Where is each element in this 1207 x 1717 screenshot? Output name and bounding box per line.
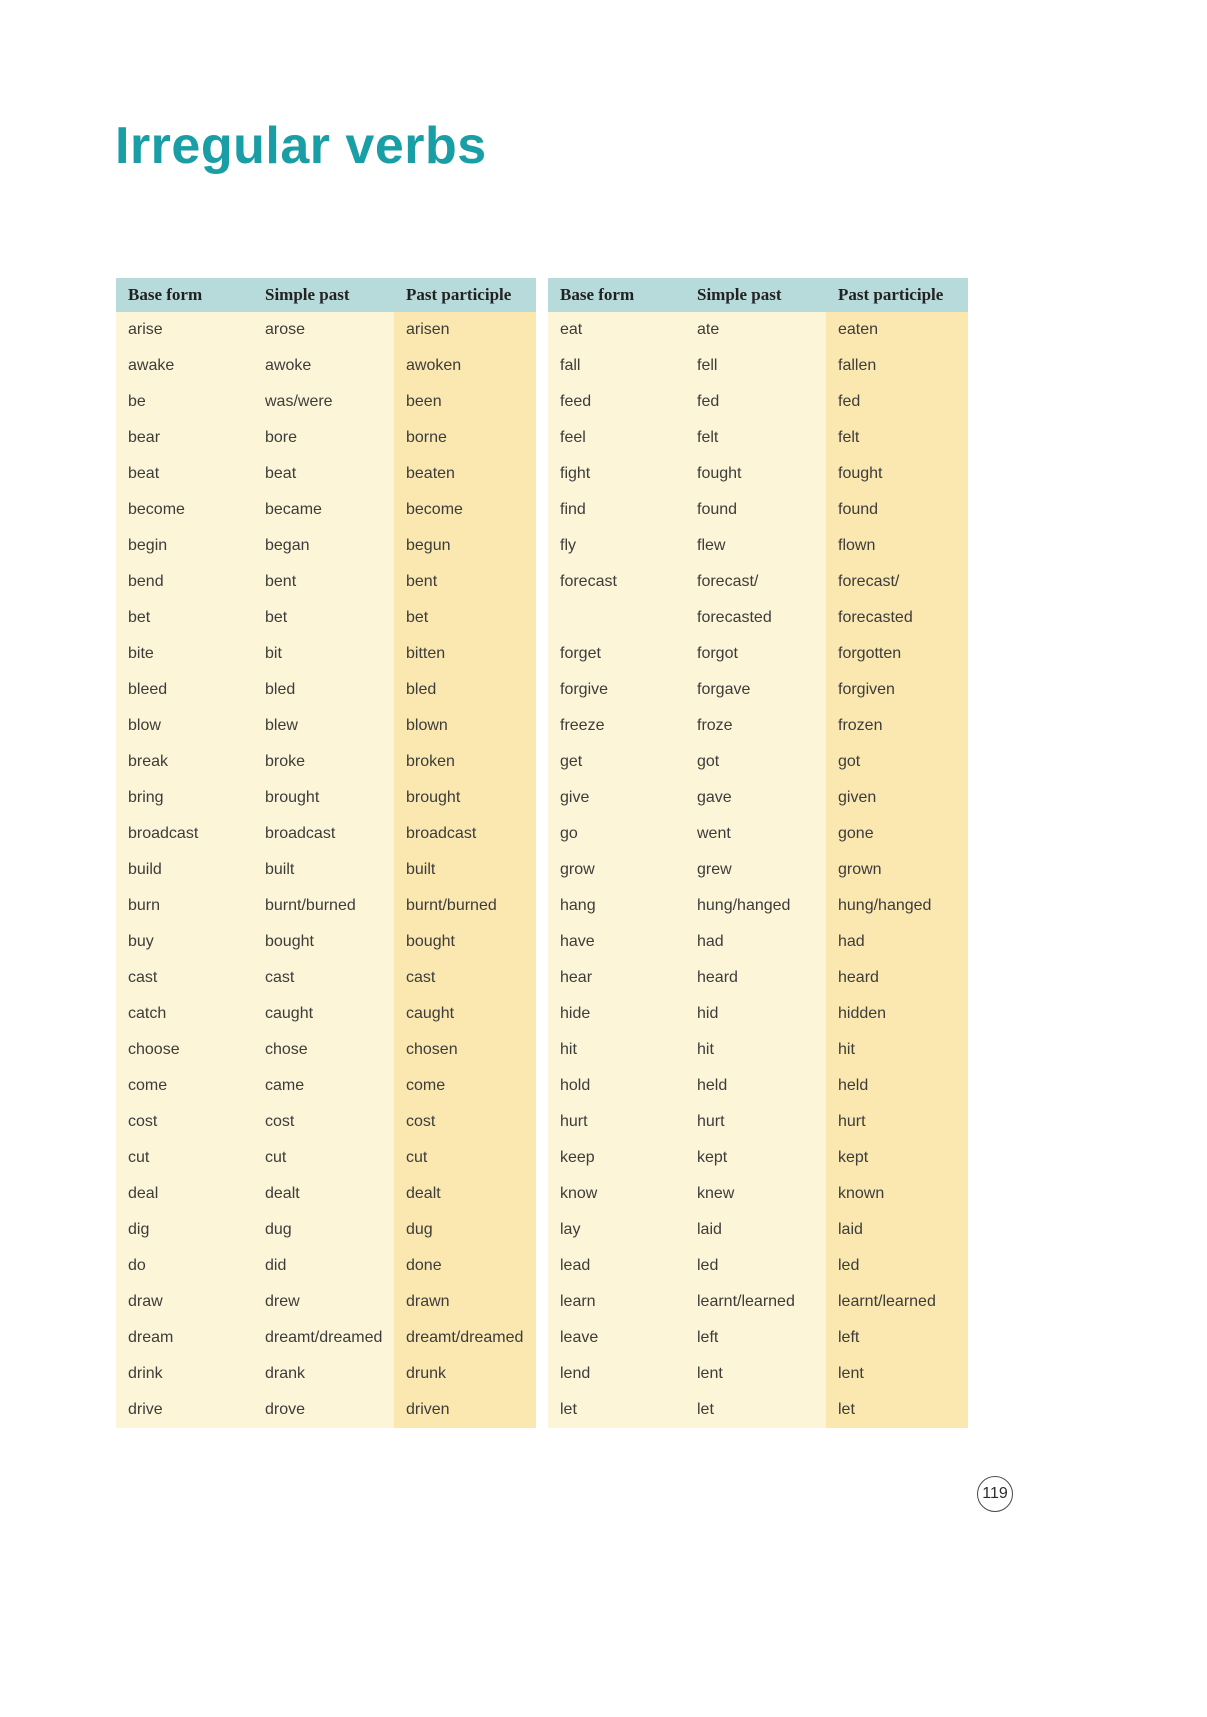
base-form-cell: bite <box>116 636 253 672</box>
base-form-cell: forget <box>548 636 685 672</box>
simple-past-cell: hurt <box>685 1104 826 1140</box>
base-form-cell: feel <box>548 420 685 456</box>
simple-past-cell: bled <box>253 672 394 708</box>
table-row <box>116 996 536 1032</box>
simple-past-cell: kept <box>685 1140 826 1176</box>
base-form-cell: catch <box>116 996 253 1032</box>
table-row <box>548 1356 968 1392</box>
simple-past-cell: fell <box>685 348 826 384</box>
simple-past-cell: lent <box>685 1356 826 1392</box>
past-participle-cell: gone <box>826 816 968 852</box>
base-form-cell: have <box>548 924 685 960</box>
past-participle-cell: hurt <box>826 1104 968 1140</box>
table-row <box>116 888 536 924</box>
base-form-cell: drive <box>116 1392 253 1428</box>
base-form-cell: hear <box>548 960 685 996</box>
simple-past-cell: chose <box>253 1032 394 1068</box>
base-form-cell: begin <box>116 528 253 564</box>
base-form-cell: hang <box>548 888 685 924</box>
base-form-cell: cast <box>116 960 253 996</box>
table-row <box>548 564 968 600</box>
table-header-row <box>116 278 536 312</box>
base-form-cell: lay <box>548 1212 685 1248</box>
past-participle-cell: felt <box>826 420 968 456</box>
base-form-cell: fall <box>548 348 685 384</box>
past-participle-cell: been <box>394 384 536 420</box>
past-participle-cell: come <box>394 1068 536 1104</box>
table-row <box>116 420 536 456</box>
past-participle-cell: brought <box>394 780 536 816</box>
base-form-cell: hide <box>548 996 685 1032</box>
past-participle-cell: got <box>826 744 968 780</box>
simple-past-cell: hung/hanged <box>685 888 826 924</box>
base-form-cell: freeze <box>548 708 685 744</box>
base-form-cell: get <box>548 744 685 780</box>
past-participle-cell: cast <box>394 960 536 996</box>
table-row <box>548 528 968 564</box>
past-participle-cell: beaten <box>394 456 536 492</box>
simple-past-cell: came <box>253 1068 394 1104</box>
column-header: Simple past <box>685 278 826 312</box>
past-participle-cell: forgiven <box>826 672 968 708</box>
base-form-cell: deal <box>116 1176 253 1212</box>
past-participle-cell: had <box>826 924 968 960</box>
simple-past-cell: forecasted <box>685 600 826 636</box>
simple-past-cell: drove <box>253 1392 394 1428</box>
past-participle-cell: fought <box>826 456 968 492</box>
past-participle-cell: bled <box>394 672 536 708</box>
base-form-cell: be <box>116 384 253 420</box>
past-participle-cell: burnt/burned <box>394 888 536 924</box>
base-form-cell: grow <box>548 852 685 888</box>
table-row <box>548 492 968 528</box>
simple-past-cell: cut <box>253 1140 394 1176</box>
simple-past-cell: cost <box>253 1104 394 1140</box>
simple-past-cell: hit <box>685 1032 826 1068</box>
simple-past-cell: bet <box>253 600 394 636</box>
table-row <box>548 1284 968 1320</box>
simple-past-cell: broadcast <box>253 816 394 852</box>
simple-past-cell: bore <box>253 420 394 456</box>
base-form-cell: awake <box>116 348 253 384</box>
base-form-cell: come <box>116 1068 253 1104</box>
column-header: Simple past <box>253 278 394 312</box>
past-participle-cell: learnt/learned <box>826 1284 968 1320</box>
past-participle-cell: arisen <box>394 312 536 348</box>
table-row <box>116 564 536 600</box>
simple-past-cell: dreamt/dreamed <box>253 1320 394 1356</box>
base-form-cell <box>548 600 685 636</box>
base-form-cell: know <box>548 1176 685 1212</box>
base-form-cell: beat <box>116 456 253 492</box>
base-form-cell: blow <box>116 708 253 744</box>
base-form-cell: choose <box>116 1032 253 1068</box>
table-row <box>116 348 536 384</box>
irregular-verbs-table-right <box>548 278 968 1428</box>
simple-past-cell: got <box>685 744 826 780</box>
simple-past-cell: did <box>253 1248 394 1284</box>
past-participle-cell: bitten <box>394 636 536 672</box>
simple-past-cell: arose <box>253 312 394 348</box>
table-row <box>116 1320 536 1356</box>
base-form-cell: become <box>116 492 253 528</box>
table-row <box>548 636 968 672</box>
table-row <box>116 528 536 564</box>
base-form-cell: burn <box>116 888 253 924</box>
simple-past-cell: bit <box>253 636 394 672</box>
base-form-cell: draw <box>116 1284 253 1320</box>
simple-past-cell: felt <box>685 420 826 456</box>
past-participle-cell: broken <box>394 744 536 780</box>
table-row <box>548 1392 968 1428</box>
table-row <box>116 744 536 780</box>
base-form-cell: drink <box>116 1356 253 1392</box>
table-row <box>548 816 968 852</box>
base-form-cell: learn <box>548 1284 685 1320</box>
base-form-cell: do <box>116 1248 253 1284</box>
past-participle-cell: let <box>826 1392 968 1428</box>
simple-past-cell: knew <box>685 1176 826 1212</box>
past-participle-cell: given <box>826 780 968 816</box>
simple-past-cell: drank <box>253 1356 394 1392</box>
base-form-cell: go <box>548 816 685 852</box>
column-header: Base form <box>116 278 253 312</box>
simple-past-cell: ate <box>685 312 826 348</box>
table-row <box>116 1356 536 1392</box>
base-form-cell: cost <box>116 1104 253 1140</box>
table-row <box>116 1212 536 1248</box>
table-row <box>548 312 968 348</box>
simple-past-cell: awoke <box>253 348 394 384</box>
past-participle-cell: cost <box>394 1104 536 1140</box>
simple-past-cell: hid <box>685 996 826 1032</box>
past-participle-cell: left <box>826 1320 968 1356</box>
table-row <box>548 924 968 960</box>
simple-past-cell: fought <box>685 456 826 492</box>
table-row <box>116 960 536 996</box>
table-row <box>548 780 968 816</box>
table-row <box>116 672 536 708</box>
base-form-cell: give <box>548 780 685 816</box>
simple-past-cell: forgave <box>685 672 826 708</box>
simple-past-cell: caught <box>253 996 394 1032</box>
simple-past-cell: brought <box>253 780 394 816</box>
table-row <box>116 924 536 960</box>
simple-past-cell: built <box>253 852 394 888</box>
past-participle-cell: drawn <box>394 1284 536 1320</box>
table-row <box>548 1032 968 1068</box>
table-row <box>548 996 968 1032</box>
base-form-cell: forgive <box>548 672 685 708</box>
table-row <box>116 492 536 528</box>
past-participle-cell: flown <box>826 528 968 564</box>
base-form-cell: build <box>116 852 253 888</box>
table-row <box>548 1212 968 1248</box>
table-row <box>548 852 968 888</box>
page-number: 119 <box>982 1485 1008 1502</box>
base-form-cell: bleed <box>116 672 253 708</box>
base-form-cell: arise <box>116 312 253 348</box>
simple-past-cell: bought <box>253 924 394 960</box>
table-row <box>116 636 536 672</box>
table-row <box>116 600 536 636</box>
table-row <box>116 1068 536 1104</box>
table-row <box>116 1176 536 1212</box>
simple-past-cell: burnt/burned <box>253 888 394 924</box>
table-row <box>548 384 968 420</box>
table-row <box>548 744 968 780</box>
simple-past-cell: found <box>685 492 826 528</box>
simple-past-cell: beat <box>253 456 394 492</box>
base-form-cell: hit <box>548 1032 685 1068</box>
simple-past-cell: had <box>685 924 826 960</box>
base-form-cell: hold <box>548 1068 685 1104</box>
past-participle-cell: known <box>826 1176 968 1212</box>
simple-past-cell: cast <box>253 960 394 996</box>
table-row <box>116 312 536 348</box>
past-participle-cell: forecast/ <box>826 564 968 600</box>
past-participle-cell: heard <box>826 960 968 996</box>
base-form-cell: forecast <box>548 564 685 600</box>
past-participle-cell: built <box>394 852 536 888</box>
past-participle-cell: awoken <box>394 348 536 384</box>
base-form-cell: feed <box>548 384 685 420</box>
table-row <box>116 384 536 420</box>
simple-past-cell: fed <box>685 384 826 420</box>
simple-past-cell: learnt/learned <box>685 1284 826 1320</box>
past-participle-cell: kept <box>826 1140 968 1176</box>
simple-past-cell: began <box>253 528 394 564</box>
table-row <box>116 1032 536 1068</box>
simple-past-cell: forgot <box>685 636 826 672</box>
table-row <box>116 816 536 852</box>
past-participle-cell: led <box>826 1248 968 1284</box>
simple-past-cell: forecast/ <box>685 564 826 600</box>
past-participle-cell: forgotten <box>826 636 968 672</box>
past-participle-cell: eaten <box>826 312 968 348</box>
simple-past-cell: was/were <box>253 384 394 420</box>
past-participle-cell: hit <box>826 1032 968 1068</box>
page-title: Irregular verbs <box>115 117 487 175</box>
simple-past-cell: broke <box>253 744 394 780</box>
past-participle-cell: found <box>826 492 968 528</box>
past-participle-cell: grown <box>826 852 968 888</box>
past-participle-cell: begun <box>394 528 536 564</box>
table-row <box>548 1176 968 1212</box>
table-row <box>116 1104 536 1140</box>
irregular-verbs-table-left <box>116 278 536 1428</box>
base-form-cell: dig <box>116 1212 253 1248</box>
base-form-cell: broadcast <box>116 816 253 852</box>
simple-past-cell: gave <box>685 780 826 816</box>
table-header-row <box>548 278 968 312</box>
simple-past-cell: held <box>685 1068 826 1104</box>
simple-past-cell: heard <box>685 960 826 996</box>
table-row <box>548 1068 968 1104</box>
past-participle-cell: fallen <box>826 348 968 384</box>
past-participle-cell: become <box>394 492 536 528</box>
table-row <box>548 1248 968 1284</box>
table-row <box>548 1140 968 1176</box>
table-row <box>116 456 536 492</box>
table-row <box>116 708 536 744</box>
table-row <box>548 600 968 636</box>
table-row <box>116 1248 536 1284</box>
simple-past-cell: dug <box>253 1212 394 1248</box>
table-row <box>548 708 968 744</box>
past-participle-cell: drunk <box>394 1356 536 1392</box>
base-form-cell: fly <box>548 528 685 564</box>
base-form-cell: fight <box>548 456 685 492</box>
base-form-cell: bend <box>116 564 253 600</box>
simple-past-cell: flew <box>685 528 826 564</box>
past-participle-cell: bought <box>394 924 536 960</box>
table-row <box>548 1104 968 1140</box>
simple-past-cell: grew <box>685 852 826 888</box>
table-row <box>548 1320 968 1356</box>
past-participle-cell: borne <box>394 420 536 456</box>
table-row <box>116 852 536 888</box>
base-form-cell: dream <box>116 1320 253 1356</box>
base-form-cell: bring <box>116 780 253 816</box>
past-participle-cell: dug <box>394 1212 536 1248</box>
base-form-cell: break <box>116 744 253 780</box>
past-participle-cell: done <box>394 1248 536 1284</box>
past-participle-cell: bet <box>394 600 536 636</box>
table-row <box>548 420 968 456</box>
simple-past-cell: froze <box>685 708 826 744</box>
simple-past-cell: bent <box>253 564 394 600</box>
base-form-cell: keep <box>548 1140 685 1176</box>
table-row <box>116 780 536 816</box>
past-participle-cell: cut <box>394 1140 536 1176</box>
column-header: Past participle <box>826 278 968 312</box>
page-number-badge <box>977 1476 1013 1512</box>
table-row <box>548 456 968 492</box>
column-header: Past participle <box>394 278 536 312</box>
past-participle-cell: frozen <box>826 708 968 744</box>
simple-past-cell: went <box>685 816 826 852</box>
base-form-cell: buy <box>116 924 253 960</box>
past-participle-cell: dealt <box>394 1176 536 1212</box>
table-row <box>548 672 968 708</box>
simple-past-cell: dealt <box>253 1176 394 1212</box>
past-participle-cell: held <box>826 1068 968 1104</box>
past-participle-cell: lent <box>826 1356 968 1392</box>
past-participle-cell: hung/hanged <box>826 888 968 924</box>
base-form-cell: leave <box>548 1320 685 1356</box>
irregular-verbs-tables <box>116 278 968 1428</box>
base-form-cell: lead <box>548 1248 685 1284</box>
simple-past-cell: drew <box>253 1284 394 1320</box>
past-participle-cell: laid <box>826 1212 968 1248</box>
past-participle-cell: chosen <box>394 1032 536 1068</box>
past-participle-cell: caught <box>394 996 536 1032</box>
base-form-cell: eat <box>548 312 685 348</box>
simple-past-cell: blew <box>253 708 394 744</box>
simple-past-cell: became <box>253 492 394 528</box>
table-row <box>116 1392 536 1428</box>
table-row <box>116 1284 536 1320</box>
past-participle-cell: hidden <box>826 996 968 1032</box>
simple-past-cell: led <box>685 1248 826 1284</box>
base-form-cell: bear <box>116 420 253 456</box>
past-participle-cell: broadcast <box>394 816 536 852</box>
simple-past-cell: laid <box>685 1212 826 1248</box>
past-participle-cell: blown <box>394 708 536 744</box>
base-form-cell: lend <box>548 1356 685 1392</box>
table-row <box>548 348 968 384</box>
base-form-cell: find <box>548 492 685 528</box>
column-header: Base form <box>548 278 685 312</box>
table-row <box>548 888 968 924</box>
past-participle-cell: dreamt/dreamed <box>394 1320 536 1356</box>
past-participle-cell: bent <box>394 564 536 600</box>
base-form-cell: bet <box>116 600 253 636</box>
past-participle-cell: forecasted <box>826 600 968 636</box>
past-participle-cell: fed <box>826 384 968 420</box>
simple-past-cell: let <box>685 1392 826 1428</box>
base-form-cell: let <box>548 1392 685 1428</box>
past-participle-cell: driven <box>394 1392 536 1428</box>
base-form-cell: cut <box>116 1140 253 1176</box>
simple-past-cell: left <box>685 1320 826 1356</box>
table-row <box>116 1140 536 1176</box>
base-form-cell: hurt <box>548 1104 685 1140</box>
table-row <box>548 960 968 996</box>
